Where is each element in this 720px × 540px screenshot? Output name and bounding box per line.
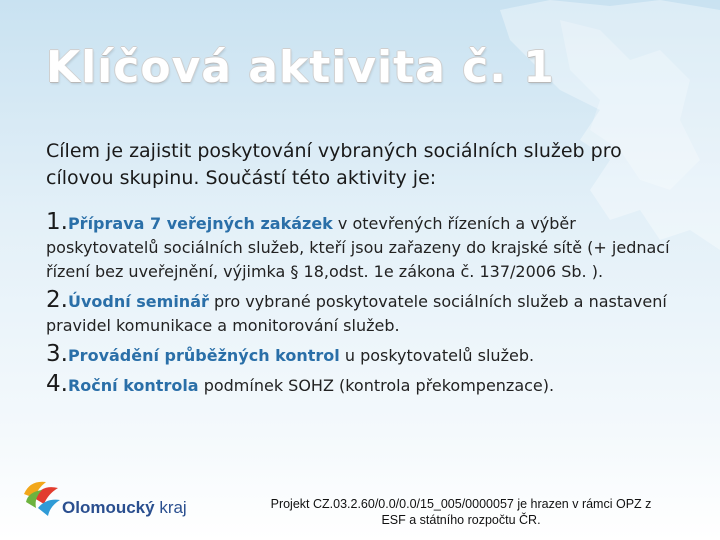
- item-highlight: Roční kontrola: [67, 376, 199, 395]
- item-text: v otevřených řízeních a výběr poskytovatelů sociálních služeb, kteří jsou zařazeny do krajské sítě (+ jednací řízení bez uveřejnění, výjimka § 18,odst. 1e zákona č. 137/2006 Sb. ).: [46, 214, 670, 281]
- funding-note: Projekt CZ.03.2.60/0.0/0.0/15_005/0000057 je hrazen v rámci OPZ z ESF a státního rozpočtu ČR.: [270, 497, 652, 527]
- item-highlight: Provádění průběžných kontrol: [67, 346, 340, 365]
- item-highlight: Úvodní seminář: [67, 292, 209, 311]
- intro-text: Cílem je zajistit poskytování vybraných sociálních služeb pro cílovou skupinu. Součástí této aktivity je:: [46, 140, 622, 189]
- slide-title: Klíčová aktivita č. 1: [46, 42, 555, 93]
- logo-thin-text: kraj: [154, 498, 187, 517]
- activity-list: [46, 210, 686, 402]
- item-text: u poskytovatelů služeb.: [339, 346, 535, 365]
- activity-item: [46, 342, 686, 368]
- item-number: 3.: [46, 341, 68, 367]
- activity-item: [46, 372, 686, 398]
- item-text: podmínek SOHZ (kontrola překompenzace).: [198, 376, 555, 395]
- item-text: pro vybrané poskytovatele sociálních služeb a nastavení pravidel komunikace a monitorování služeb.: [46, 292, 667, 335]
- item-number: 4.: [46, 371, 68, 397]
- activity-item: [46, 288, 686, 338]
- item-number: 1.: [46, 209, 68, 235]
- logo-bold-text: Olomoucký: [62, 498, 155, 517]
- logo-wordmark: [62, 498, 187, 518]
- item-highlight: Příprava 7 veřejných zakázek: [67, 214, 333, 233]
- item-number: 2.: [46, 287, 68, 313]
- activity-item: [46, 210, 686, 284]
